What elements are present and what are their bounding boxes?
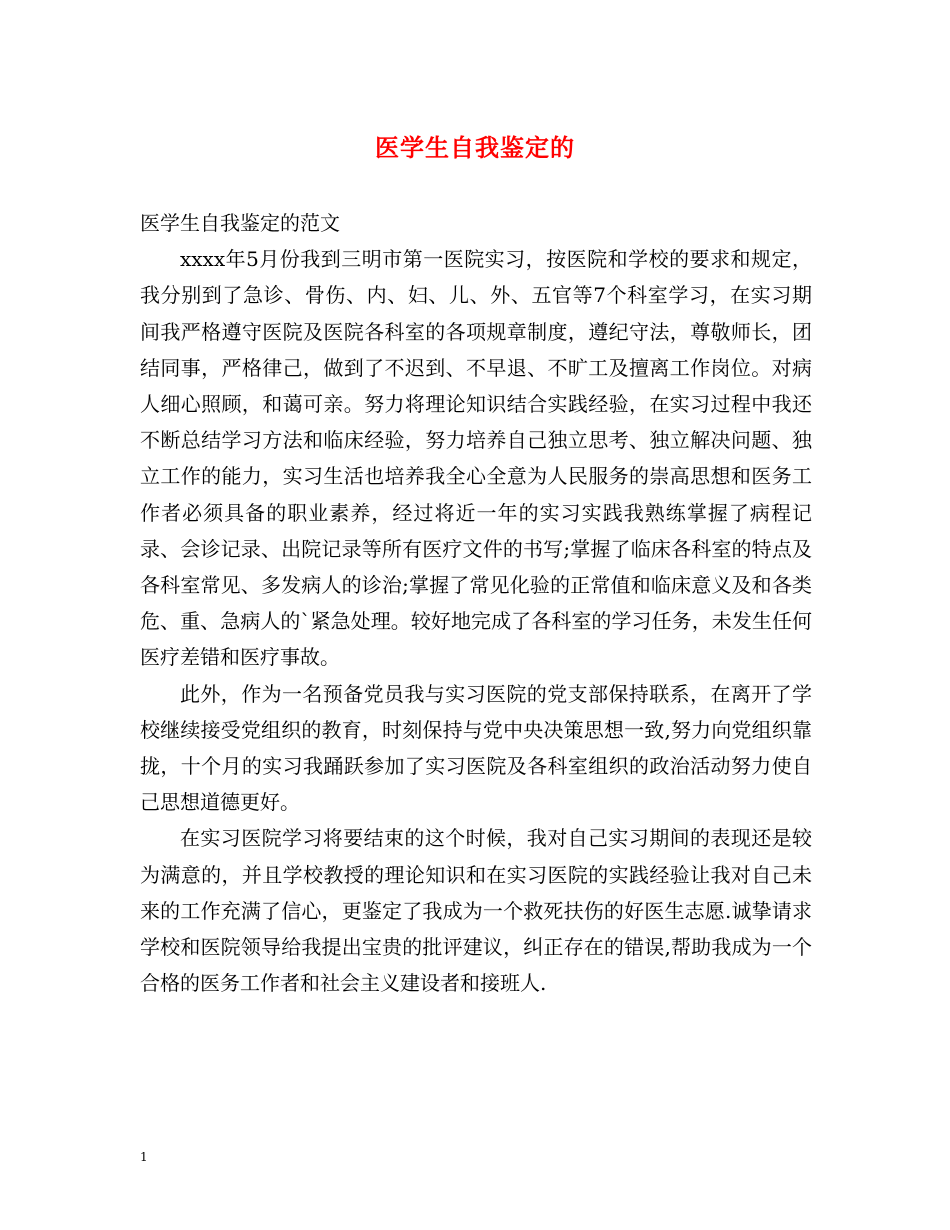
document-title: 医学生自我鉴定的 <box>375 133 575 162</box>
paragraph-2: 此外，作为一名预备党员我与实习医院的党支部保持联系，在离开了学校继续接受党组织的教育，时刻保持与党中央决策思想一致,努力向党组织靠拢，十个月的实习我踊跃参加了实习医院及各科室组织的政治活动努力使自己思想道德更好。 <box>140 681 812 815</box>
document-subtitle: 医学生自我鉴定的范文 <box>140 211 340 235</box>
page-number: 1 <box>140 1150 148 1164</box>
paragraph-3: 在实习医院学习将要结束的这个时候，我对自己实习期间的表现还是较为满意的，并且学校教授的理论知识和在实习医院的实践经验让我对自己未来的工作充满了信心，更鉴定了我成为一个救死扶伤的好医生志愿.诚挚请求学校和医院领导给我提出宝贵的批评建议，纠正存在的错误,帮助我成为一个合格的医务工作者和社会主义建设者和接班人. <box>140 826 812 996</box>
paragraph-1: xxxx年5月份我到三明市第一医院实习，按医院和学校的要求和规定，我分别到了急诊、骨伤、内、妇、儿、外、五官等7个科室学习，在实习期间我严格遵守医院及医院各科室的各项规章制度，遵纪守法，尊敬师长，团结同事，严格律己，做到了不迟到、不早退、不旷工及擅离工作岗位。对病人细心照顾，和蔼可亲。努力将理论知识结合实践经验，在实习过程中我还不断总结学习方法和临床经验，努力培养自己独立思考、独立解决问题、独立工作的能力，实习生活也培养我全心全意为人民服务的崇高思想和医务工作者必须具备的职业素养，经过将近一年的实习实践我熟练掌握了病程记录、会诊记录、出院记录等所有医疗文件的书写;掌握了临床各科室的特点及各科室常见、多发病人的诊治;掌握了常见化验的正常值和临床意义及和各类危、重、急病人的`紧急处理。较好地完成了各科室的学习任务，未发生任何医疗差错和医疗事故。 <box>140 247 812 670</box>
document-body <box>140 205 812 1001</box>
